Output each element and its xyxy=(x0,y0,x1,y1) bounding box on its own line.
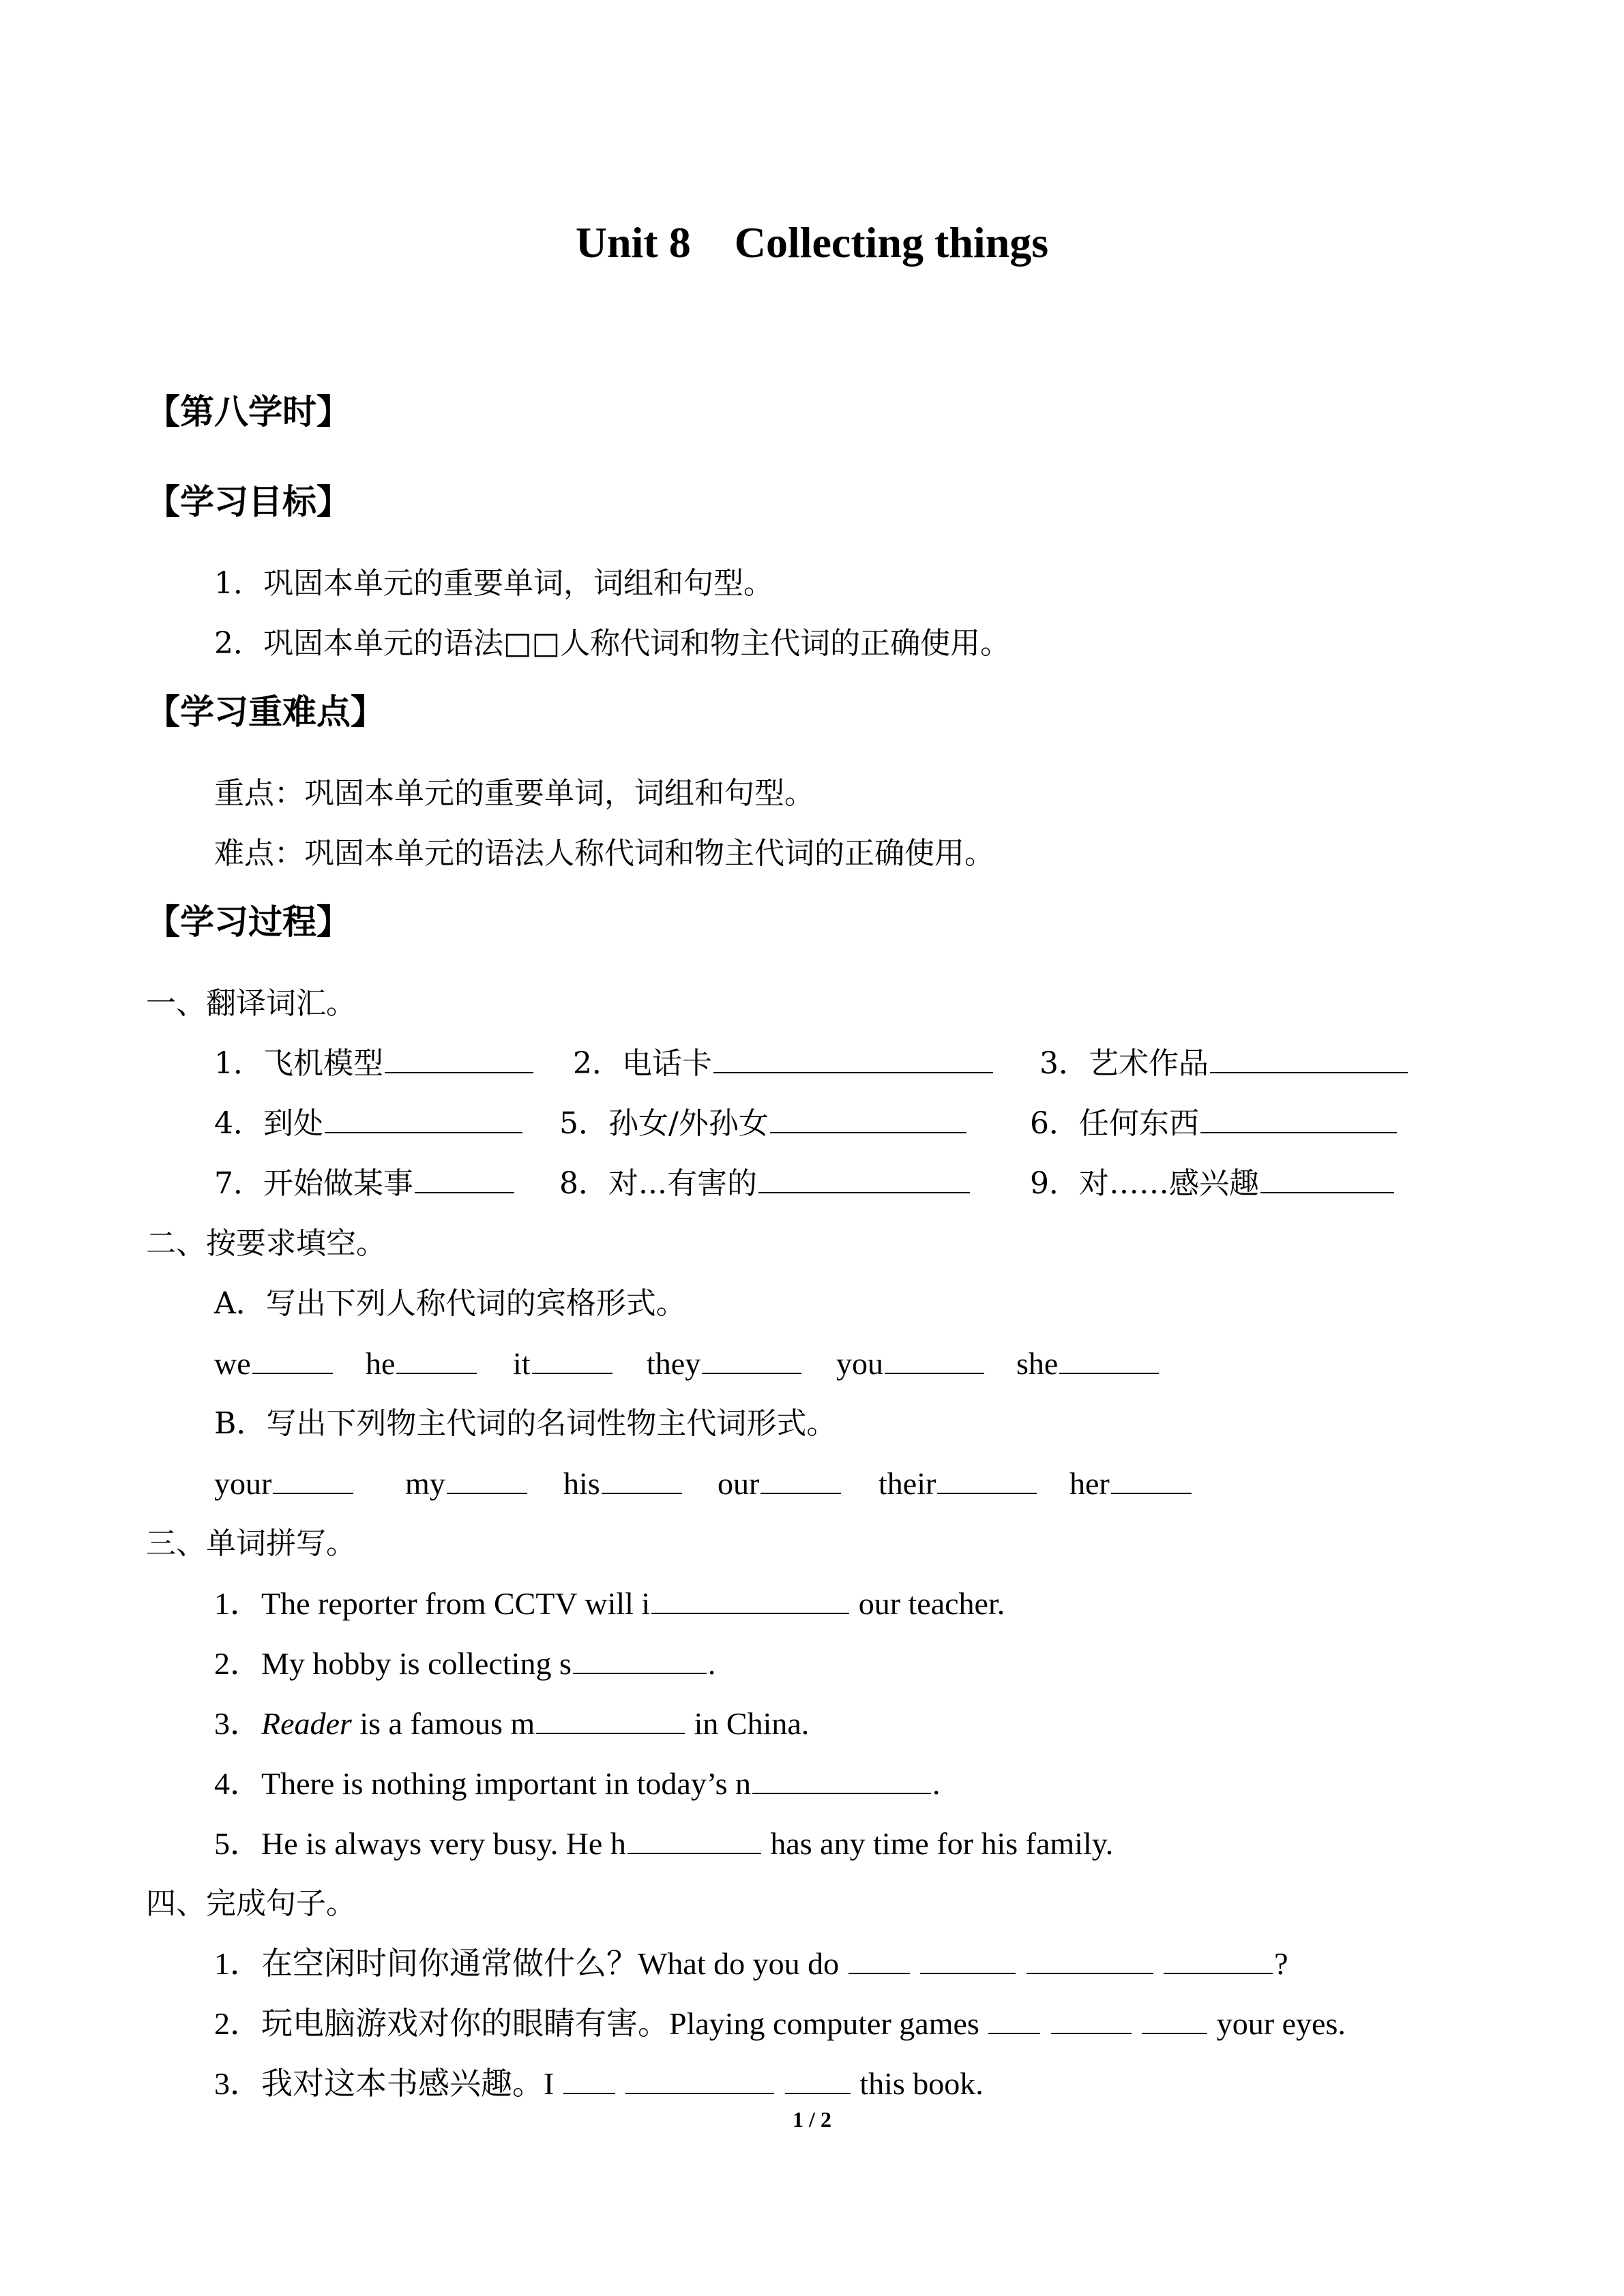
difficult-point: 难点：巩固本单元的语法人称代词和物主代词的正确使用。 xyxy=(214,836,994,871)
section2-title: 二、按要求填空。 xyxy=(146,1226,386,1261)
spelling-question-4: 4．There is nothing important in today’s n . xyxy=(214,1766,941,1801)
possessive-blank: your xyxy=(214,1463,355,1504)
section3-title: 三、单词拼写。 xyxy=(146,1526,356,1561)
pronoun-blank: he xyxy=(366,1343,478,1384)
possessive-blank: their xyxy=(879,1463,1038,1504)
possessive-blank: her xyxy=(1069,1463,1193,1504)
goal-2: 2．巩固本单元的语法□□人称代词和物主代词的正确使用。 xyxy=(214,626,1011,661)
pronoun-blank: she xyxy=(1016,1343,1160,1384)
heading-key-points: 【学习重难点】 xyxy=(146,692,385,732)
section2-a-title: A．写出下列人称代词的宾格形式。 xyxy=(214,1286,686,1321)
section2-b-title: B．写出下列物主代词的名词性物主代词形式。 xyxy=(214,1406,837,1441)
pronoun-blank: it xyxy=(513,1343,614,1384)
unit-name: Collecting things xyxy=(734,218,1049,267)
spelling-question-1: 1．The reporter from CCTV will i our teacher. xyxy=(214,1586,1005,1621)
spelling-question-2: 2．My hobby is collecting s . xyxy=(214,1646,716,1681)
spelling-question-5: 5．He is always very busy. He h has any time for his family. xyxy=(214,1826,1114,1861)
sentence-question-1: 1．在空闲时间你通常做什么？What do you do ? xyxy=(214,1946,1288,1981)
unit-number: Unit 8 xyxy=(575,218,691,267)
goal-1: 1．巩固本单元的重要单词，词组和句型。 xyxy=(214,566,773,601)
vocab-item: 8．对...有害的 xyxy=(559,1163,971,1204)
section1-title: 一、翻译词汇。 xyxy=(146,986,356,1021)
vocab-item: 6．任何东西 xyxy=(1030,1103,1398,1144)
vocab-item: 4．到处 xyxy=(214,1103,524,1144)
spelling-question-3: 3．Reader is a famous m in China. xyxy=(214,1706,810,1741)
sentence-question-3: 3．我对这本书感兴趣。I this book. xyxy=(214,2066,984,2101)
heading-lesson: 【第八学时】 xyxy=(146,392,351,432)
heading-process: 【学习过程】 xyxy=(146,902,351,942)
vocab-item: 1．飞机模型 xyxy=(214,1043,535,1084)
pronoun-blank: you xyxy=(836,1343,986,1384)
pronoun-blank: they xyxy=(647,1343,803,1384)
possessive-blank: his xyxy=(563,1463,683,1504)
section4-title: 四、完成句子。 xyxy=(146,1886,356,1921)
vocab-item: 2．电话卡 xyxy=(573,1043,994,1084)
vocab-item: 7．开始做某事 xyxy=(214,1163,516,1204)
pronoun-blank: we xyxy=(214,1343,334,1384)
sentence-question-2: 2．玩电脑游戏对你的眼睛有害。Playing computer games your eyes. xyxy=(214,2006,1346,2041)
vocab-item: 5．孙女/外孙女 xyxy=(559,1103,968,1144)
vocab-item: 3．艺术作品 xyxy=(1039,1043,1409,1084)
vocab-item: 9．对……感兴趣 xyxy=(1030,1163,1396,1204)
possessive-blank: our xyxy=(718,1463,842,1504)
key-point: 重点：巩固本单元的重要单词，词组和句型。 xyxy=(214,776,814,811)
page-number: 1 / 2 xyxy=(793,2107,831,2132)
heading-goals: 【学习目标】 xyxy=(146,482,351,522)
page-title xyxy=(0,215,1624,270)
possessive-blank: my xyxy=(405,1463,529,1504)
